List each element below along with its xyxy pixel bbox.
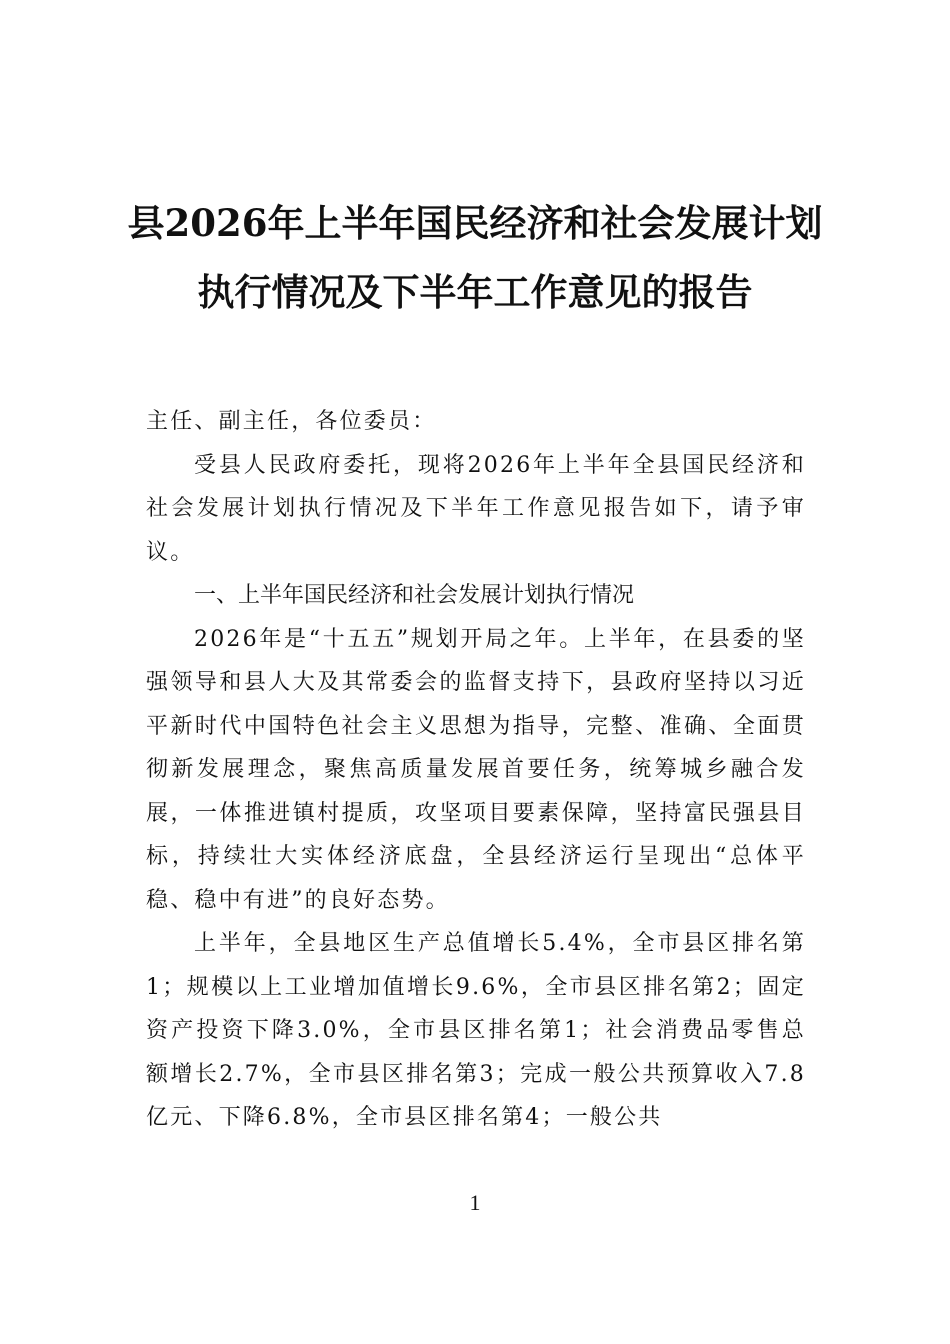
body-paragraph: 2026年是“十五五”规划开局之年。上半年，在县委的坚强领导和县人大及其常委会的监督支持下，县政府坚持以习近平新时代中国特色社会主义思想为指导，完整、准确、全面贯彻新发展理念，聚焦高质量发展首要任务，统筹城乡融合发展，一体推进镇村提质，攻坚项目要素保障，坚持富民强县目标，持续壮大实体经济底盘，全县经济运行呈现出“总体平稳、稳中有进”的良好态势。 [146, 626, 806, 913]
body-paragraph: 上半年，全县地区生产总值增长5.4%，全市县区排名第1；规模以上工业增加值增长9.6%，全市县区排名第2；固定资产投资下降3.0%，全市县区排名第1；社会消费品零售总额增长2.7%，全市县区排名第3；完成一般公共预算收入7.8亿元、下降6.8%，全市县区排名第4；一般公共 [146, 931, 806, 1130]
salutation: 主任、副主任，各位委员： [146, 409, 437, 434]
body-paragraph: 受县人民政府委托，现将2026年上半年全县国民经济和社会发展计划执行情况及下半年工作意见报告如下，请予审议。 [146, 452, 806, 565]
page-number: 1 [469, 1190, 481, 1215]
section-heading: 一、上半年国民经济和社会发展计划执行情况 [194, 583, 635, 608]
document-body [146, 400, 806, 1140]
document-title-line2: 执行情况及下半年工作意见的报告 [197, 270, 753, 314]
document-title-line1: 县2026年上半年国民经济和社会发展计划 [127, 201, 823, 245]
